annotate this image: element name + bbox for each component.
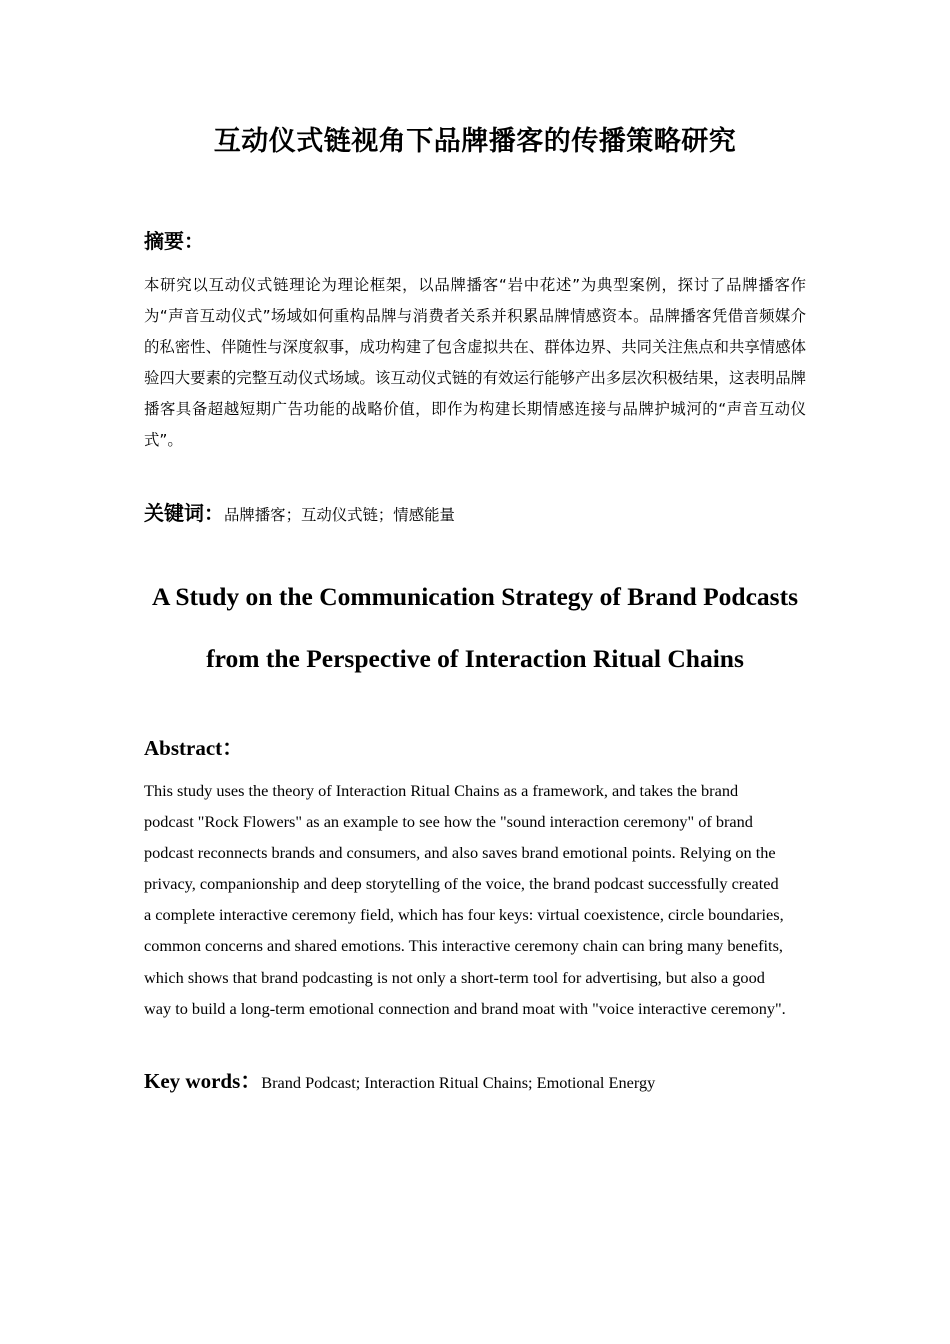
english-abstract-line: which shows that brand podcasting is not only a short-term tool for advertising, but also a good: [144, 967, 765, 987]
english-keywords-label: Key words：: [144, 1069, 262, 1093]
chinese-keywords-text: 品牌播客；互动仪式链；情感能量: [224, 506, 455, 524]
english-abstract-line: podcast reconnects brands and consumers, and also saves brand emotional points. Relying on the: [144, 843, 776, 863]
english-title-line-2: from the Perspective of Interaction Ritual Chains: [206, 644, 744, 673]
chinese-abstract-text: 本研究以互动仪式链理论为理论框架，以品牌播客“岩中花述”为典型案例，探讨了品牌播客作为“声音互动仪式”场域如何重构品牌与消费者关系并积累品牌情感资本。品牌播客凭借音频媒介的私密性、伴随性与深度叙事，成功构建了包含虚拟共在、群体边界、共同关注焦点和共享情感体验四大要素的完整互动仪式场域。该互动仪式链的有效运行能够产出多层次积极结果，这表明品牌播客具备超越短期广告功能的战略价值，即作为构建长期情感连接与品牌护城河的“声音互动仪式”。: [144, 276, 806, 449]
english-abstract-line: podcast "Rock Flowers" as an example to see how the "sound interaction ceremony" of brand: [144, 812, 753, 832]
english-abstract-line: common concerns and shared emotions. This interactive ceremony chain can bring many benefits,: [144, 936, 783, 956]
chinese-abstract-label: 摘要：: [144, 229, 204, 253]
english-abstract-label: Abstract：: [144, 736, 244, 760]
chinese-keywords-label: 关键词：: [144, 501, 224, 525]
chinese-keywords: [144, 497, 455, 526]
english-abstract-line: way to build a long-term emotional connection and brand moat with "voice interactive ceremony".: [144, 998, 786, 1018]
chinese-title: 互动仪式链视角下品牌播客的传播策略研究: [213, 126, 737, 157]
english-title: [0, 574, 950, 698]
english-keywords-text: Brand Podcast; Interaction Ritual Chains; Emotional Energy: [261, 1073, 656, 1092]
english-abstract-text: [144, 775, 814, 1024]
english-keywords: [144, 1065, 655, 1095]
english-abstract-line: a complete interactive ceremony field, which has four keys: virtual coexistence, circle boundaries,: [144, 905, 784, 925]
english-title-line-1: A Study on the Communication Strategy of Brand Podcasts: [151, 582, 799, 611]
english-abstract-line: privacy, companionship and deep storytelling of the voice, the brand podcast successfully created: [144, 874, 779, 894]
english-abstract-line: This study uses the theory of Interaction Ritual Chains as a framework, and takes the brand: [144, 781, 739, 800]
